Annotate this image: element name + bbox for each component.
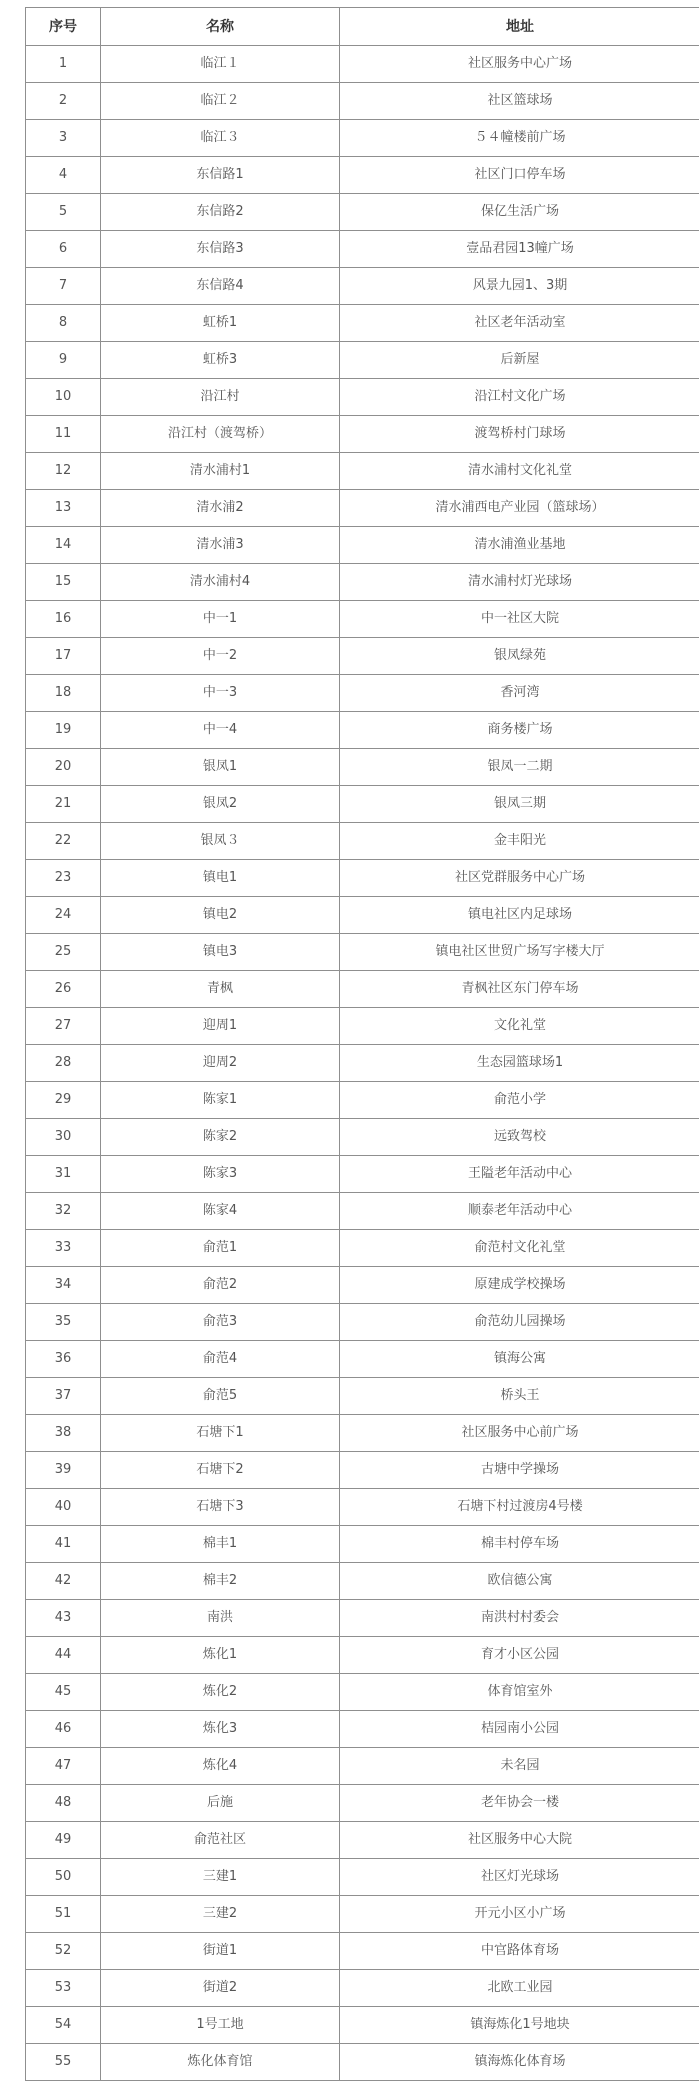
row-index-cell: 9	[26, 342, 101, 379]
row-address-cell: 社区党群服务中心广场	[340, 860, 699, 897]
row-address-cell: 老年协会一楼	[340, 1785, 699, 1822]
table-row	[26, 1267, 699, 1304]
row-name-cell: 陈家1	[101, 1082, 340, 1119]
row-address-cell: 清水浦村文化礼堂	[340, 453, 699, 490]
row-name-cell: 东信路2	[101, 194, 340, 231]
row-name-cell: 炼化体育馆	[101, 2044, 340, 2081]
row-index-cell: 15	[26, 564, 101, 601]
row-address-cell: 俞范村文化礼堂	[340, 1230, 699, 1267]
table-row	[26, 1748, 699, 1785]
row-index-cell: 50	[26, 1859, 101, 1896]
row-name-cell: 陈家2	[101, 1119, 340, 1156]
row-name-cell: 临江１	[101, 46, 340, 83]
table-row	[26, 1045, 699, 1082]
table-row	[26, 379, 699, 416]
table-row	[26, 342, 699, 379]
row-index-cell: 33	[26, 1230, 101, 1267]
row-index-cell: 38	[26, 1415, 101, 1452]
table-row	[26, 1489, 699, 1526]
table-row	[26, 601, 699, 638]
row-address-cell: 社区门口停车场	[340, 157, 699, 194]
row-index-cell: 41	[26, 1526, 101, 1563]
row-index-cell: 39	[26, 1452, 101, 1489]
row-index-cell: 44	[26, 1637, 101, 1674]
row-index-cell: 37	[26, 1378, 101, 1415]
table-row	[26, 1452, 699, 1489]
table-row	[26, 1896, 699, 1933]
row-address-cell: 欧信德公寓	[340, 1563, 699, 1600]
row-address-cell: 俞范幼儿园操场	[340, 1304, 699, 1341]
row-index-cell: 6	[26, 231, 101, 268]
row-index-cell: 53	[26, 1970, 101, 2007]
row-address-cell: 社区灯光球场	[340, 1859, 699, 1896]
row-index-cell: 2	[26, 83, 101, 120]
table-row	[26, 1341, 699, 1378]
table-row	[26, 1119, 699, 1156]
row-index-cell: 21	[26, 786, 101, 823]
row-address-cell: 桔园南小公园	[340, 1711, 699, 1748]
row-address-cell: 后新屋	[340, 342, 699, 379]
table-row	[26, 1082, 699, 1119]
row-index-cell: 23	[26, 860, 101, 897]
row-address-cell: 香河湾	[340, 675, 699, 712]
table-row	[26, 749, 699, 786]
row-name-cell: 迎周2	[101, 1045, 340, 1082]
table-row	[26, 120, 699, 157]
row-address-cell: 风景九园1、3期	[340, 268, 699, 305]
row-index-cell: 46	[26, 1711, 101, 1748]
row-name-cell: 俞范5	[101, 1378, 340, 1415]
row-address-cell: 青枫社区东门停车场	[340, 971, 699, 1008]
row-name-cell: 街道2	[101, 1970, 340, 2007]
row-index-cell: 20	[26, 749, 101, 786]
row-address-cell: 社区服务中心前广场	[340, 1415, 699, 1452]
row-index-cell: 45	[26, 1674, 101, 1711]
row-name-cell: 东信路4	[101, 268, 340, 305]
row-address-cell: ５４幢楼前广场	[340, 120, 699, 157]
row-address-cell: 棉丰村停车场	[340, 1526, 699, 1563]
row-name-cell: 镇电3	[101, 934, 340, 971]
table-row	[26, 675, 699, 712]
row-index-cell: 4	[26, 157, 101, 194]
row-index-cell: 5	[26, 194, 101, 231]
table-row	[26, 2007, 699, 2044]
row-name-cell: 沿江村（渡驾桥）	[101, 416, 340, 453]
row-address-cell: 镇海公寓	[340, 1341, 699, 1378]
row-name-cell: 炼化4	[101, 1748, 340, 1785]
row-name-cell: 陈家4	[101, 1193, 340, 1230]
table-row	[26, 934, 699, 971]
table-row	[26, 1785, 699, 1822]
table-row	[26, 527, 699, 564]
column-header-index: 序号	[26, 8, 101, 46]
row-index-cell: 27	[26, 1008, 101, 1045]
row-name-cell: 清水浦村1	[101, 453, 340, 490]
row-index-cell: 13	[26, 490, 101, 527]
row-address-cell: 生态园篮球场1	[340, 1045, 699, 1082]
row-name-cell: 沿江村	[101, 379, 340, 416]
row-address-cell: 清水浦村灯光球场	[340, 564, 699, 601]
row-address-cell: 俞范小学	[340, 1082, 699, 1119]
row-index-cell: 19	[26, 712, 101, 749]
table-row	[26, 1415, 699, 1452]
row-address-cell: 沿江村文化广场	[340, 379, 699, 416]
row-address-cell: 社区篮球场	[340, 83, 699, 120]
table-row	[26, 1563, 699, 1600]
row-index-cell: 32	[26, 1193, 101, 1230]
row-name-cell: 清水浦村4	[101, 564, 340, 601]
table-row	[26, 786, 699, 823]
table-header	[26, 8, 699, 46]
table-row	[26, 305, 699, 342]
row-address-cell: 中一社区大院	[340, 601, 699, 638]
row-index-cell: 52	[26, 1933, 101, 1970]
table-row	[26, 564, 699, 601]
row-address-cell: 镇海炼化1号地块	[340, 2007, 699, 2044]
table-row	[26, 1711, 699, 1748]
table-row	[26, 1970, 699, 2007]
row-address-cell: 社区服务中心广场	[340, 46, 699, 83]
table-row	[26, 46, 699, 83]
row-index-cell: 35	[26, 1304, 101, 1341]
row-index-cell: 31	[26, 1156, 101, 1193]
row-index-cell: 55	[26, 2044, 101, 2081]
table-row	[26, 453, 699, 490]
row-address-cell: 开元小区小广场	[340, 1896, 699, 1933]
row-index-cell: 22	[26, 823, 101, 860]
row-name-cell: 中一4	[101, 712, 340, 749]
table-row	[26, 1378, 699, 1415]
row-address-cell: 王隘老年活动中心	[340, 1156, 699, 1193]
table-row	[26, 823, 699, 860]
row-name-cell: 街道1	[101, 1933, 340, 1970]
row-index-cell: 7	[26, 268, 101, 305]
row-name-cell: 棉丰2	[101, 1563, 340, 1600]
row-index-cell: 8	[26, 305, 101, 342]
row-name-cell: 俞范2	[101, 1267, 340, 1304]
column-header-name: 名称	[101, 8, 340, 46]
row-address-cell: 保亿生活广场	[340, 194, 699, 231]
row-address-cell: 古塘中学操场	[340, 1452, 699, 1489]
row-address-cell: 渡驾桥村门球场	[340, 416, 699, 453]
row-name-cell: 虹桥3	[101, 342, 340, 379]
row-index-cell: 3	[26, 120, 101, 157]
row-address-cell: 南洪村村委会	[340, 1600, 699, 1637]
row-name-cell: 中一2	[101, 638, 340, 675]
table-row	[26, 1637, 699, 1674]
row-address-cell: 未名园	[340, 1748, 699, 1785]
table-body	[26, 46, 699, 2081]
row-index-cell: 14	[26, 527, 101, 564]
row-address-cell: 中官路体育场	[340, 1933, 699, 1970]
row-address-cell: 镇海炼化体育场	[340, 2044, 699, 2081]
table-row	[26, 1859, 699, 1896]
row-name-cell: 银凤2	[101, 786, 340, 823]
table-row	[26, 1600, 699, 1637]
row-index-cell: 29	[26, 1082, 101, 1119]
row-index-cell: 48	[26, 1785, 101, 1822]
table-row	[26, 1156, 699, 1193]
table-row	[26, 1674, 699, 1711]
row-name-cell: 东信路1	[101, 157, 340, 194]
row-index-cell: 54	[26, 2007, 101, 2044]
row-name-cell: 镇电1	[101, 860, 340, 897]
row-name-cell: 石塘下2	[101, 1452, 340, 1489]
row-address-cell: 银凤绿苑	[340, 638, 699, 675]
table-row	[26, 231, 699, 268]
row-name-cell: 南洪	[101, 1600, 340, 1637]
row-name-cell: 俞范4	[101, 1341, 340, 1378]
row-name-cell: 陈家3	[101, 1156, 340, 1193]
table-row	[26, 194, 699, 231]
row-address-cell: 社区老年活动室	[340, 305, 699, 342]
row-name-cell: 1号工地	[101, 2007, 340, 2044]
row-index-cell: 11	[26, 416, 101, 453]
table-row	[26, 1304, 699, 1341]
row-name-cell: 棉丰1	[101, 1526, 340, 1563]
header-row	[26, 8, 699, 46]
table-row	[26, 490, 699, 527]
row-index-cell: 47	[26, 1748, 101, 1785]
row-address-cell: 金丰阳光	[340, 823, 699, 860]
row-index-cell: 40	[26, 1489, 101, 1526]
row-name-cell: 迎周1	[101, 1008, 340, 1045]
table-row	[26, 1193, 699, 1230]
row-address-cell: 北欧工业园	[340, 1970, 699, 2007]
row-index-cell: 51	[26, 1896, 101, 1933]
table-row	[26, 1526, 699, 1563]
row-name-cell: 银凤３	[101, 823, 340, 860]
row-name-cell: 临江３	[101, 120, 340, 157]
table-row	[26, 2044, 699, 2081]
row-name-cell: 清水浦3	[101, 527, 340, 564]
row-address-cell: 石塘下村过渡房4号楼	[340, 1489, 699, 1526]
row-index-cell: 34	[26, 1267, 101, 1304]
row-name-cell: 炼化1	[101, 1637, 340, 1674]
row-index-cell: 17	[26, 638, 101, 675]
table-row	[26, 1230, 699, 1267]
row-address-cell: 体育馆室外	[340, 1674, 699, 1711]
row-name-cell: 三建1	[101, 1859, 340, 1896]
row-name-cell: 炼化3	[101, 1711, 340, 1748]
table-row	[26, 712, 699, 749]
row-address-cell: 育才小区公园	[340, 1637, 699, 1674]
row-name-cell: 三建2	[101, 1896, 340, 1933]
row-name-cell: 青枫	[101, 971, 340, 1008]
table-row	[26, 268, 699, 305]
row-address-cell: 文化礼堂	[340, 1008, 699, 1045]
table-row	[26, 1933, 699, 1970]
table-row	[26, 416, 699, 453]
row-name-cell: 石塘下1	[101, 1415, 340, 1452]
row-name-cell: 石塘下3	[101, 1489, 340, 1526]
row-index-cell: 25	[26, 934, 101, 971]
row-index-cell: 12	[26, 453, 101, 490]
row-address-cell: 清水浦西电产业园（篮球场）	[340, 490, 699, 527]
row-address-cell: 商务楼广场	[340, 712, 699, 749]
row-name-cell: 清水浦2	[101, 490, 340, 527]
row-name-cell: 中一3	[101, 675, 340, 712]
row-address-cell: 镇电社区世贸广场写字楼大厅	[340, 934, 699, 971]
row-address-cell: 银凤三期	[340, 786, 699, 823]
row-index-cell: 43	[26, 1600, 101, 1637]
row-address-cell: 镇电社区内足球场	[340, 897, 699, 934]
table-row	[26, 1822, 699, 1859]
row-name-cell: 俞范社区	[101, 1822, 340, 1859]
row-index-cell: 18	[26, 675, 101, 712]
row-index-cell: 24	[26, 897, 101, 934]
row-name-cell: 中一1	[101, 601, 340, 638]
table-row	[26, 1008, 699, 1045]
table-row	[26, 83, 699, 120]
table-row	[26, 897, 699, 934]
table-row	[26, 860, 699, 897]
row-name-cell: 东信路3	[101, 231, 340, 268]
row-name-cell: 银凤1	[101, 749, 340, 786]
row-index-cell: 42	[26, 1563, 101, 1600]
row-index-cell: 1	[26, 46, 101, 83]
table-row	[26, 157, 699, 194]
table-row	[26, 638, 699, 675]
row-address-cell: 顺泰老年活动中心	[340, 1193, 699, 1230]
sites-table	[25, 7, 699, 2081]
row-index-cell: 10	[26, 379, 101, 416]
row-address-cell: 社区服务中心大院	[340, 1822, 699, 1859]
row-name-cell: 俞范1	[101, 1230, 340, 1267]
row-index-cell: 30	[26, 1119, 101, 1156]
row-address-cell: 桥头王	[340, 1378, 699, 1415]
row-name-cell: 镇电2	[101, 897, 340, 934]
row-address-cell: 银凤一二期	[340, 749, 699, 786]
row-name-cell: 后施	[101, 1785, 340, 1822]
row-index-cell: 49	[26, 1822, 101, 1859]
column-header-address: 地址	[340, 8, 699, 46]
table-row	[26, 971, 699, 1008]
row-name-cell: 俞范3	[101, 1304, 340, 1341]
row-name-cell: 临江２	[101, 83, 340, 120]
row-name-cell: 虹桥1	[101, 305, 340, 342]
row-index-cell: 16	[26, 601, 101, 638]
row-index-cell: 36	[26, 1341, 101, 1378]
row-address-cell: 远致驾校	[340, 1119, 699, 1156]
row-index-cell: 26	[26, 971, 101, 1008]
row-index-cell: 28	[26, 1045, 101, 1082]
row-name-cell: 炼化2	[101, 1674, 340, 1711]
row-address-cell: 壹品君园13幢广场	[340, 231, 699, 268]
row-address-cell: 原建成学校操场	[340, 1267, 699, 1304]
row-address-cell: 清水浦渔业基地	[340, 527, 699, 564]
